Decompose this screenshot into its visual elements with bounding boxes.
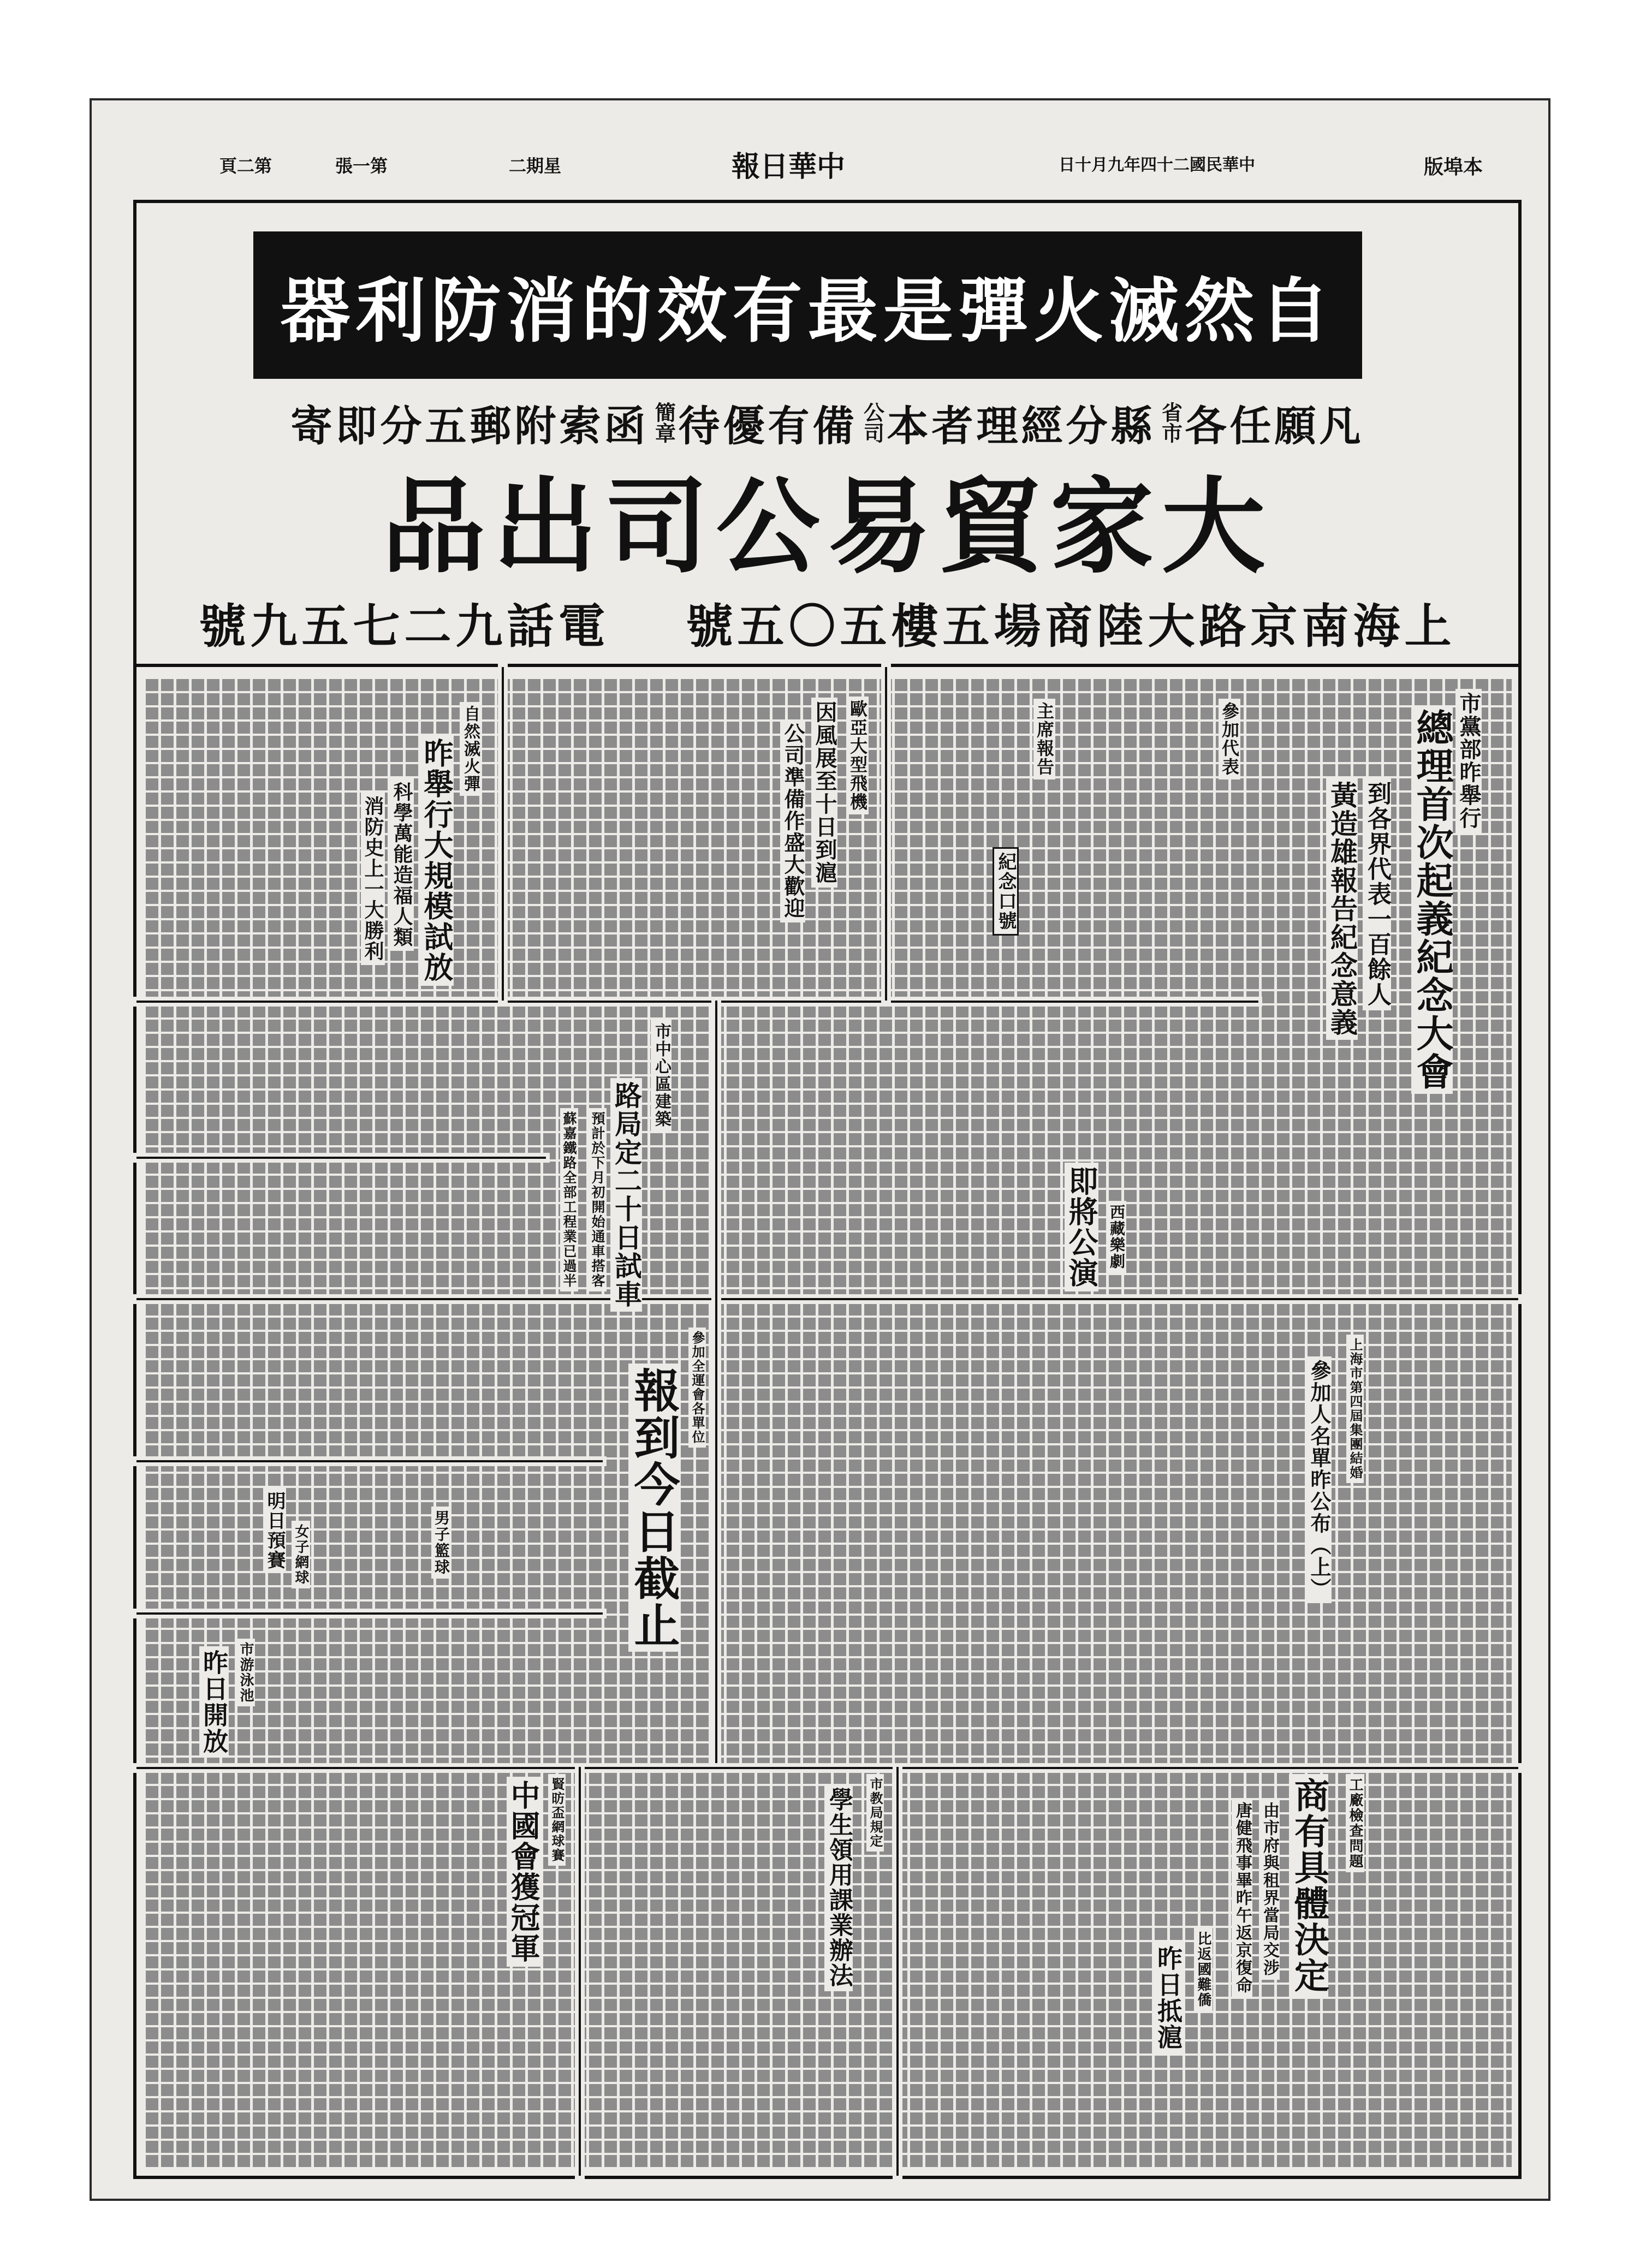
headline-tennis-cup-title: 中國會獲冠軍 <box>507 1777 540 1967</box>
headline-eurasia-plane-deck: 因風展至十日到滬 <box>811 698 837 888</box>
ad-offer-part: 凡願任各 <box>1185 401 1364 450</box>
headline-factory-kicker: 工廠檢查問題 <box>1346 1774 1364 1872</box>
headline-party-memorial-deck: 黃造雄報告紀念意義 <box>1326 778 1358 1040</box>
column-rule <box>136 1612 603 1615</box>
page-number: 第二頁 <box>219 156 272 176</box>
headline-returning-title: 昨日抵滬 <box>1154 1942 1183 2053</box>
ad-banner-text: 自然滅火彈是最有效的消防利器 <box>280 270 1335 352</box>
ad-offer-part: 函索附郵五分即寄 <box>290 401 649 450</box>
ad-brand: 大家貿易公司出品 <box>382 466 1273 587</box>
subhead-chair-report: 主席報告 <box>1033 699 1055 779</box>
ad-banner <box>253 231 1362 379</box>
ad-offer-small-part: 簡章 <box>651 402 676 443</box>
column-rule <box>579 1767 581 2176</box>
subhead-participants: 參加代表 <box>1219 699 1240 779</box>
column-rule <box>715 1001 717 1767</box>
headline-national-games-kicker: 參加全運會各單位 <box>688 1328 706 1448</box>
edition-label: 本埠版 <box>1423 156 1483 178</box>
column-rule <box>896 1767 899 2176</box>
issue-date: 中華民國二十四年九月十日 <box>1059 156 1255 175</box>
headline-factory-deck: 由市府與租界當局交涉 <box>1259 1799 1280 1980</box>
headline-tennis-schedule: 明日預賽 <box>263 1488 286 1573</box>
weekday-label: 星期二 <box>508 156 562 176</box>
headline-railway-deck: 蘇嘉鐵路全部工程業已過半 <box>560 1108 578 1291</box>
headline-returning-kicker: 比返國難僑 <box>1194 1928 1213 2011</box>
headline-tennis-cup-kicker: 賢昉盃網球賽 <box>548 1774 566 1866</box>
headline-factory-deck: 唐健飛事畢昨午返京復命 <box>1232 1799 1252 1997</box>
headline-national-games-title: 報到今日截止 <box>628 1364 679 1652</box>
headline-party-memorial-kicker: 市黨部昨舉行 <box>1455 689 1482 833</box>
headline-education-kicker: 市教局規定 <box>866 1774 884 1852</box>
column-rule <box>136 1157 546 1159</box>
ad-offer-small-part: 省市 <box>1158 402 1183 443</box>
headline-extinguisher-kicker: 自然滅火彈 <box>460 702 480 796</box>
headline-extinguisher-title: 昨舉行大規模試放 <box>420 735 454 986</box>
column-rule <box>136 1298 1518 1300</box>
ad-offer-part: 備有優待 <box>678 401 858 450</box>
ad-bottom-rule <box>133 664 1522 667</box>
headline-group-wedding-title: 參加人名單昨公布（上） <box>1306 1356 1332 1603</box>
headline-party-memorial-title: 總理首次起義紀念大會 <box>1411 705 1453 1094</box>
ad-offer-line <box>136 397 1518 448</box>
headline-extinguisher-deck: 消防史上一大勝利 <box>361 793 385 965</box>
headline-group-wedding-kicker: 上海市第四屆集團結婚 <box>1346 1335 1364 1483</box>
column-rule <box>502 667 504 1001</box>
headline-railway-title: 路局定二十日試車 <box>610 1078 642 1312</box>
ad-address: 上海南京路大陸商場五樓五〇五號 <box>686 599 1456 654</box>
headline-extinguisher-deck: 科學萬能造福人類 <box>390 778 414 951</box>
column-rule <box>885 667 887 1001</box>
headline-railway-kicker: 市中心區建築 <box>651 1020 672 1131</box>
headline-party-memorial-deck: 到各界代表一百餘人 <box>1363 778 1391 1010</box>
headline-womens-tennis: 女子網球 <box>292 1521 310 1588</box>
sheet-number: 第一張 <box>335 156 388 176</box>
ad-contact-line <box>136 594 1518 654</box>
headline-tibet-title: 即將公演 <box>1065 1163 1098 1291</box>
headline-eurasia-plane-title: 歐亞大型飛機 <box>847 697 869 814</box>
headline-education-title: 學生領用課業辦法 <box>824 1784 853 1991</box>
subhead-slogans: 紀念口號 <box>993 847 1019 936</box>
headline-tibet-kicker: 西藏樂劇 <box>1107 1201 1126 1273</box>
ad-offer-part: 縣分經理者本 <box>887 401 1156 450</box>
headline-factory-title: 商有具體決定 <box>1289 1774 1328 1997</box>
column-rule <box>136 1001 1258 1003</box>
column-rule <box>136 1767 1518 1769</box>
ad-offer-small-part: 公司 <box>860 402 885 443</box>
headline-mens-basketball: 男子籃球 <box>431 1507 451 1579</box>
column-rule <box>136 1460 603 1462</box>
paper-name: 中華日報 <box>731 150 846 183</box>
headline-swimming-pool-kicker: 市游泳池 <box>236 1639 255 1706</box>
headline-eurasia-plane-deck: 公司準備作盛大歡迎 <box>780 719 805 922</box>
headline-railway-deck: 預計於下月初開始通車搭客 <box>589 1108 607 1291</box>
ad-phone: 電話九二七五九號 <box>199 599 610 654</box>
headline-swimming-pool-title: 昨日開放 <box>199 1646 229 1758</box>
